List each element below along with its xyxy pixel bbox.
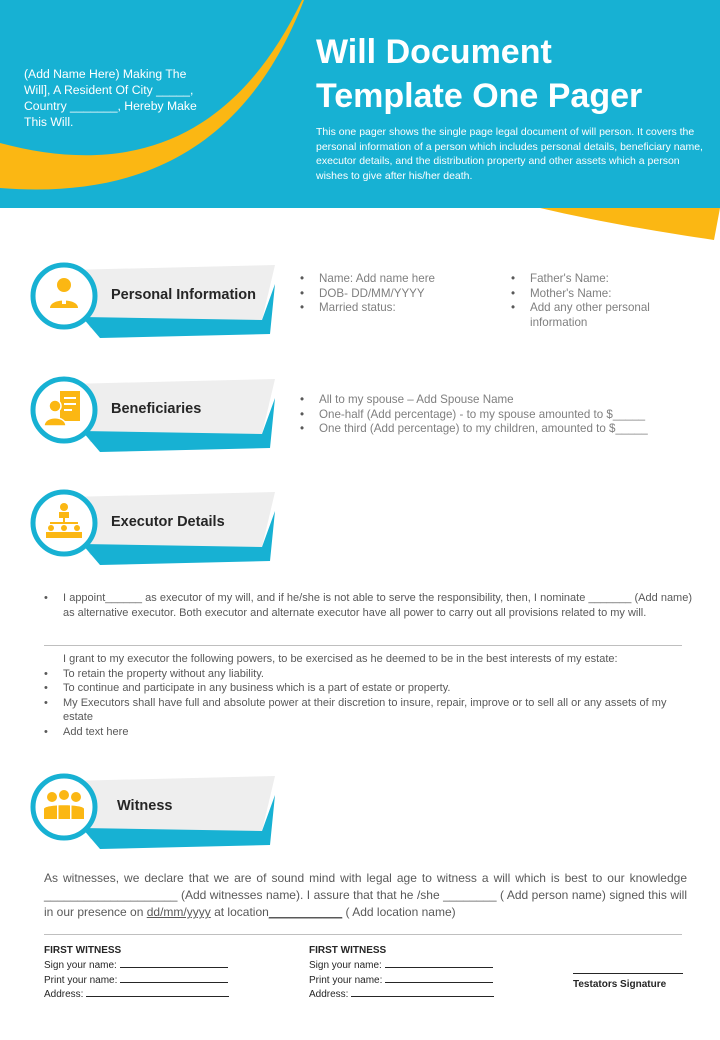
section-title: Personal Information	[111, 287, 257, 303]
section-personal-information	[30, 262, 290, 357]
list-item: • DOB- DD/MM/YYYY	[300, 287, 450, 302]
location-blank: ___________	[268, 905, 343, 920]
person-icon	[30, 262, 98, 330]
declaration-text: ( Add location name)	[342, 905, 456, 920]
page-title	[316, 30, 706, 118]
list-item: • Name: Add name here	[300, 272, 450, 287]
testator-signature-label: Testators Signature	[573, 979, 667, 990]
section-executor-details	[30, 489, 290, 584]
print-field[interactable]	[385, 973, 493, 983]
testator-intro: (Add Name Here) Making The Will], A Resident Of City _____, Country _______, Hereby Make This Will.	[24, 67, 197, 129]
list-item: • To retain the property without any liability.	[44, 667, 692, 682]
executor-powers-list	[44, 652, 692, 739]
sign-label: Sign your name:	[44, 960, 117, 972]
sign-field[interactable]	[385, 958, 493, 968]
hierarchy-icon	[30, 489, 98, 557]
address-label: Address:	[44, 989, 84, 1001]
witness-heading: FIRST WITNESS	[44, 945, 122, 956]
list-item: • All to my spouse – Add Spouse Name	[300, 393, 690, 408]
beneficiary-document-icon	[30, 376, 98, 444]
witness-block-2	[309, 944, 509, 1002]
sign-label: Sign your name:	[309, 960, 382, 972]
witness-heading: FIRST WITNESS	[309, 945, 387, 956]
title-line-2: Template One Pager	[316, 77, 643, 115]
page-summary: This one pager shows the single page legal document of will person. It covers the personal information of a person which includes personal details, beneficiary name, executor details, and the distribution property and other assets which a person wishes to give after his/her death.	[316, 126, 703, 182]
witness-block-1	[44, 944, 244, 1002]
date-placeholder: dd/mm/yyyy	[146, 905, 211, 920]
divider	[44, 934, 682, 935]
list-item: • Father's Name:	[511, 272, 681, 287]
list-item: • Married status:	[300, 301, 450, 316]
personal-details-list	[300, 272, 450, 316]
section-beneficiaries	[30, 376, 290, 471]
witness-declaration	[44, 870, 687, 922]
list-item: • One third (Add percentage) to my children, amounted to $_____	[300, 422, 690, 437]
section-title: Witness	[117, 798, 173, 814]
list-item: • Add text here	[44, 725, 692, 740]
print-label: Print your name:	[44, 974, 118, 986]
list-item: • Add any other personal information	[511, 301, 681, 330]
family-details-list	[511, 272, 681, 330]
address-label: Address:	[309, 989, 349, 1001]
list-item: • My Executors shall have full and absolute power at their discretion to insure, repair, improve or to sell all or any assets of my estate	[44, 696, 692, 725]
executor-appointment	[44, 591, 692, 620]
group-icon	[30, 773, 98, 841]
declaration-text: at location	[210, 905, 269, 920]
sign-field[interactable]	[120, 958, 228, 968]
section-title: Executor Details	[111, 514, 225, 530]
section-witness	[30, 773, 290, 868]
list-item: • One-half (Add percentage) - to my spouse amounted to $_____	[300, 408, 690, 423]
print-field[interactable]	[120, 973, 228, 983]
testator-signature-field[interactable]	[573, 973, 683, 974]
address-field[interactable]	[351, 987, 494, 997]
list-item: • I appoint______ as executor of my will, and if he/she is not able to serve the responsibility, then, I nominate _______ (Add name) as alternative executor. Both executor and alternate executor have all power to carry out all provisions related to my will.	[44, 591, 692, 620]
address-field[interactable]	[86, 987, 229, 997]
title-line-1: Will Document	[316, 33, 552, 71]
list-item: • To continue and participate in any business which is a part of estate or property.	[44, 681, 692, 696]
print-label: Print your name:	[309, 974, 383, 986]
declaration-text: As witnesses, we declare that we are of sound mind with legal age to witness a will which is best to our knowledge ____________________ (Add witnesses name). I assure that that he /she ________ ( Add person name) signed this will in our presence on	[44, 871, 687, 920]
list-item: • Mother's Name:	[511, 287, 681, 302]
divider	[44, 645, 682, 646]
list-item: I grant to my executor the following powers, to be exercised as he deemed to be in the best interests of my estate:	[63, 653, 618, 665]
section-title: Beneficiaries	[111, 401, 202, 417]
beneficiaries-list	[300, 393, 690, 437]
